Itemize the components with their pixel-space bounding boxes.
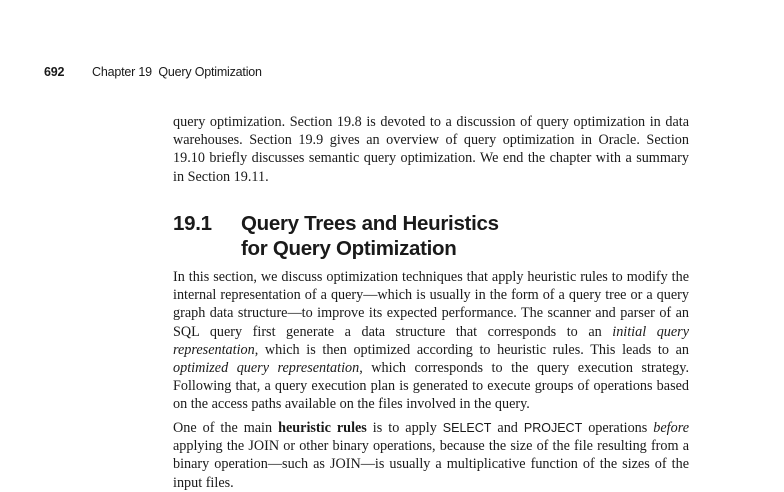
section-heading: [173, 211, 499, 261]
text-run: One of the main: [173, 420, 279, 436]
text-run: SELECT: [442, 421, 492, 435]
text-run: and: [491, 420, 524, 436]
text-run: PROJECT: [523, 421, 583, 435]
text-run: , which corresponds to the query execution strategy. Following that, a query execution plan is generated to execute groups of operations based on the access paths available on the files involved in the query.: [173, 360, 689, 413]
intro-paragraph: query optimization. Section 19.8 is devoted to a discussion of query optimization in data warehouses. Section 19.9 gives an overview of query optimization in Oracle. Section 19.10 briefly discusses semantic query optimization. We end the chapter with a summary in Section 19.11.: [173, 114, 689, 185]
text-run: initial query representation: [173, 323, 689, 358]
text-run: before: [653, 420, 689, 436]
text-run: is to apply: [366, 420, 443, 436]
text-run: optimized query representation: [173, 360, 360, 377]
paragraph-2: [173, 268, 689, 414]
section-title-line2: for Query Optimization: [241, 237, 457, 260]
running-head: [44, 64, 262, 80]
paragraph-3: [173, 419, 689, 491]
text-run: operations: [582, 420, 654, 436]
chapter-title: Chapter 19 Query Optimization: [92, 65, 262, 79]
section-number: 19.1: [173, 212, 212, 235]
page-number: 692: [44, 65, 65, 79]
text-run: In this section, we discuss optimization techniques that apply heuristic rules to modify the internal representation of a query—which is usually in the form of a query tree or a query graph data structure—to improve its expected performance. The scanner and parser of an SQL query first generate a data structure that corresponds to an: [173, 269, 689, 340]
section-title-line1: Query Trees and Heuristics: [241, 212, 499, 235]
text-run: applying the JOIN or other binary operations, because the size of the file resulting from a binary operation—such as JOIN—is usually a multiplicative function of the sizes of the input files.: [173, 438, 689, 491]
text-run: heuristic rules: [278, 420, 367, 436]
text-run: , which is then optimized according to heuristic rules. This leads to an: [254, 341, 689, 358]
